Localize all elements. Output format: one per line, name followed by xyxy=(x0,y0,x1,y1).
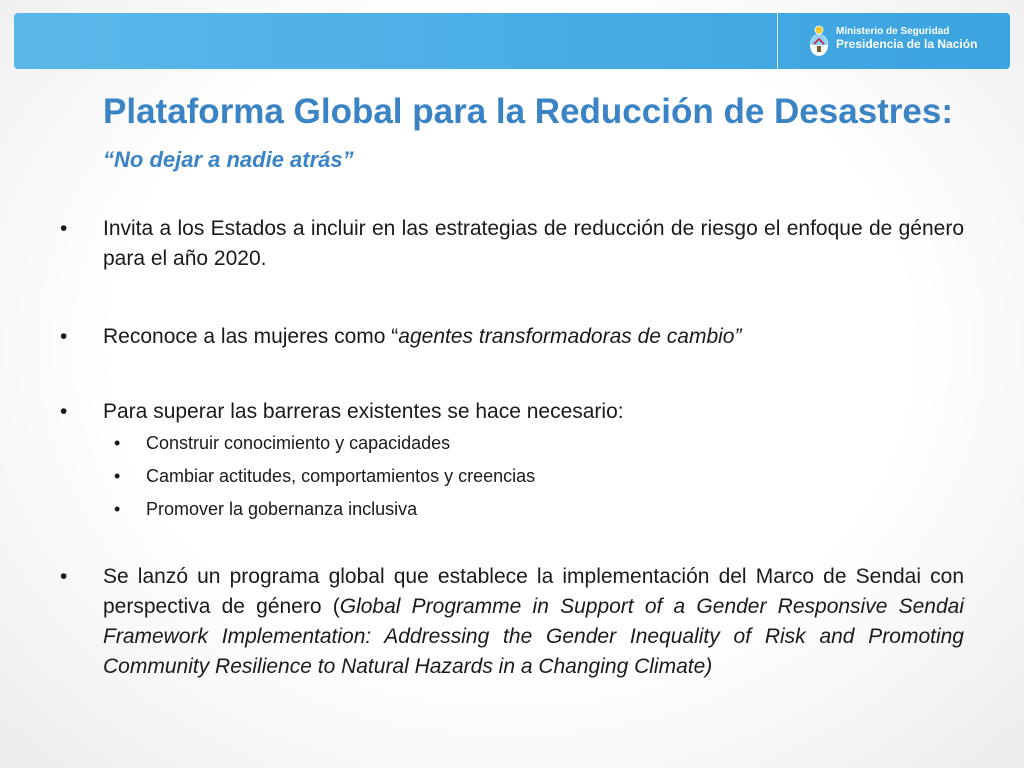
sub-bullet-dot: • xyxy=(114,499,121,519)
bullet-item xyxy=(60,322,964,352)
argentina-coat-of-arms-icon xyxy=(809,25,829,57)
slide-title-main: Plataforma Global para la Reducción de Desastres: xyxy=(103,92,954,131)
slide-content xyxy=(60,214,964,682)
bullet-item xyxy=(60,397,964,427)
bullet-item xyxy=(60,562,964,682)
bullet-item xyxy=(60,214,964,274)
bullet-dot: • xyxy=(60,217,68,240)
sub-bullet-dot: • xyxy=(114,433,121,453)
header-bar xyxy=(14,13,1010,69)
sub-bullet-text: Cambiar actitudes, comportamientos y creencias xyxy=(146,466,536,486)
bullet-text-italic: Global Programme in Support of a Gender Responsive Sendai Framework Implementation: Addressing the Gender Inequality of Risk and Promoting Community Resilience to Natural Hazards in a Changing Climate) xyxy=(103,595,964,678)
sub-bullet-item xyxy=(60,493,964,526)
slide-title xyxy=(103,90,963,182)
bullet-dot: • xyxy=(60,325,68,348)
bullet-text: Se lanzó un programa global que establece la implementación del Marco de Sendai con perspectiva de género ( xyxy=(103,565,964,618)
header-divider xyxy=(777,13,778,69)
bullet-text: Invita a los Estados a incluir en las estrategias de reducción de riesgo el enfoque de género para el año 2020. xyxy=(103,217,964,270)
sub-bullet-dot: • xyxy=(114,466,121,486)
bullet-dot: • xyxy=(60,400,68,423)
bullet-text-italic: agentes transformadoras de cambio” xyxy=(398,325,742,348)
sub-bullet-item xyxy=(60,427,964,460)
ministry-name: Ministerio de Seguridad xyxy=(836,26,950,37)
presidency-name: Presidencia de la Nación xyxy=(836,36,978,51)
bullet-dot: • xyxy=(60,565,68,588)
ministry-branding xyxy=(836,26,977,51)
sub-bullet-text: Promover la gobernanza inclusiva xyxy=(146,499,418,519)
bullet-text: Para superar las barreras existentes se hace necesario: xyxy=(103,400,624,423)
sub-bullet-item xyxy=(60,460,964,493)
sub-bullet-text: Construir conocimiento y capacidades xyxy=(146,433,451,453)
slide-title-italic: “No dejar a nadie atrás” xyxy=(103,147,354,172)
bullet-text: Reconoce a las mujeres como “ xyxy=(103,325,399,348)
